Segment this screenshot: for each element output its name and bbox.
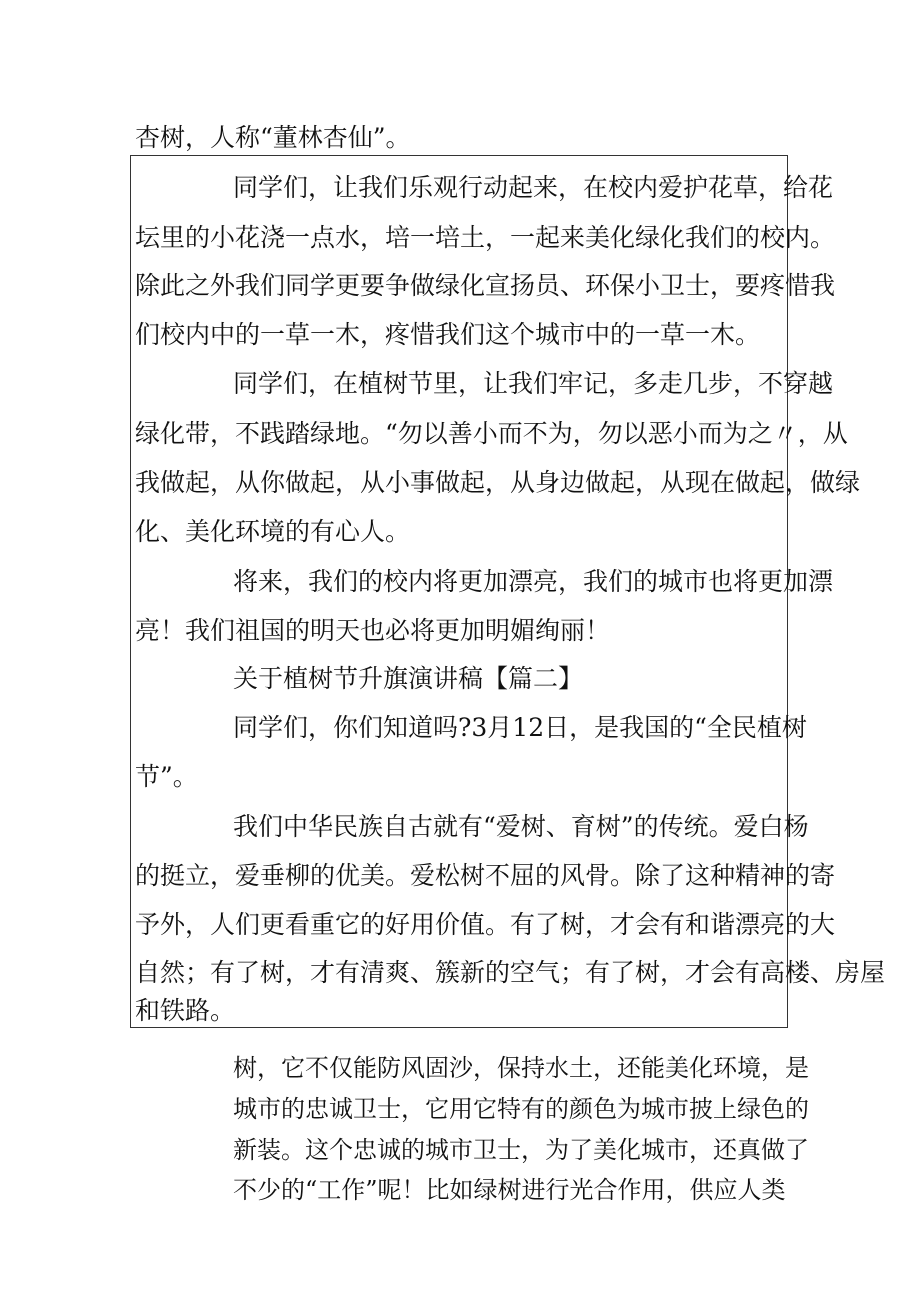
box-line: 同学们，让我们乐观行动起来，在校内爱护花草，给花	[233, 173, 834, 202]
box-line: 亮！我们祖国的明天也必将更加明媚绚丽！	[135, 616, 611, 645]
box-line: 绿化带，不践踏绿地。“勿以善小而不为，勿以恶小而为之〃，从	[135, 419, 848, 448]
bottom-text-line: 城市的忠诚卫士，它用它特有的颜色为城市披上绿色的	[233, 1095, 809, 1123]
bottom-text-line: 不少的“工作”呢！比如绿树进行光合作用，供应人类	[233, 1176, 786, 1204]
box-line: 我做起，从你做起，从小事做起，从身边做起，从现在做起，做绿	[135, 468, 861, 497]
bottom-text-line: 树，它不仅能防风固沙，保持水土，还能美化环境，是	[233, 1054, 809, 1082]
box-line: 将来，我们的校内将更加漂亮，我们的城市也将更加漂	[233, 567, 834, 596]
bordered-text-box	[130, 155, 886, 1028]
box-line: 的挺立，爱垂柳的优美。爱松树不屈的风骨。除了这种精神的寄	[135, 861, 836, 890]
box-line: 同学们，在植树节里，让我们牢记，多走几步，不穿越	[233, 369, 834, 398]
bottom-text-line: 新装。这个忠诚的城市卫士，为了美化城市，还真做了	[233, 1136, 809, 1164]
box-line: 和铁路。	[135, 996, 236, 1025]
box-line: 同学们，你们知道吗?3月12日，是我国的“全民植树	[233, 713, 807, 742]
section-heading: 关于植树节升旗演讲稿【篇二】	[233, 664, 584, 693]
box-line: 予外，人们更看重它的好用价值。有了树，才会有和谐漂亮的大	[135, 910, 836, 939]
box-line: 化、美化环境的有心人。	[135, 517, 411, 546]
top-text-line: 杏树，人称“董林杏仙”。	[135, 123, 411, 152]
box-line: 我们中华民族自古就有“爱树、育树”的传统。爱白杨	[233, 812, 809, 841]
box-line: 节”。	[135, 762, 198, 791]
box-line: 们校内中的一草一木，疼惜我们这个城市中的一草一木。	[135, 320, 761, 349]
box-line: 除此之外我们同学更要争做绿化宣扬员、环保小卫士，要疼惜我	[135, 271, 836, 300]
box-line: 自然；有了树，才有清爽、簇新的空气；有了树，才会有高楼、房屋	[135, 958, 886, 987]
box-line: 坛里的小花浇一点水，培一培土，一起来美化绿化我们的校内。	[135, 223, 836, 252]
